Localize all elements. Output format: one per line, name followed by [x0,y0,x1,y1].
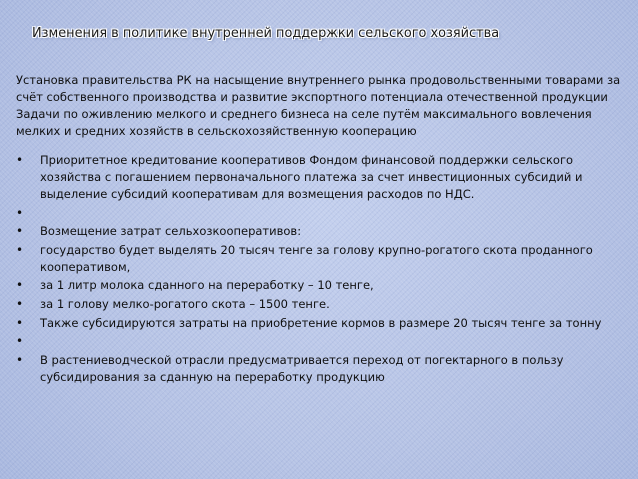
bullet-icon: • [16,153,24,167]
bullet-icon: • [16,315,24,330]
bullet-icon: • [16,242,24,257]
bullet-text: В растениеводческой отрасли предусматривается переход от погектарного в пользу субсидирования за сданную на переработку продукцию [40,352,564,384]
bullet-item-small-livestock-subsidy [16,296,624,313]
bullet-icon: • [16,224,24,239]
bullet-icon: • [16,296,24,311]
bullet-icon: • [16,205,24,220]
bullet-text: Также субсидируются затраты на приобретение кормов в размере 20 тысяч тенге за тонну [40,315,602,330]
bullet-icon: • [16,334,24,349]
bullet-icon: • [16,278,24,293]
slide-body [16,72,624,387]
bullet-item-cost-reimbursement [16,223,624,240]
bullet-item-empty [16,205,624,222]
bullet-item-cooperative-lending [16,152,624,203]
bullet-icon: • [16,352,24,367]
bullet-item-milk-subsidy [16,277,624,294]
bullet-text: за 1 литр молока сданного на переработку – 10 тенге, [40,278,374,293]
intro-paragraph-1: Установка правительства РК на насыщение внутреннего рынка продовольственными товарами за счёт собственного производства и развитие экспортного потенциала отечественной продукции [16,73,621,104]
bullet-item-empty [16,333,624,350]
bullet-list [16,152,624,386]
intro-paragraph-2: Задачи по оживлению мелкого и среднего бизнеса на селе путём максимального вовлечения мелких и средних хозяйств в сельскохозяйственную кооперацию [16,107,592,138]
bullet-text: за 1 голову мелко-рогатого скота – 1500 тенге. [40,296,330,311]
slide-title: Изменения в политике внутренней поддержки сельского хозяйства [32,26,500,41]
bullet-text: Приоритетное кредитование кооперативов Фондом финансовой поддержки сельского хозяйства с погашением первоначального платежа за счет инвестиционных субсидий и выделение субсидий кооперативам для возмещения расходов по НДС. [40,153,583,201]
bullet-text: Возмещение затрат сельхозкооперативов: [40,224,302,239]
bullet-item-cattle-subsidy [16,242,624,276]
bullet-item-feed-subsidy [16,315,624,332]
bullet-text: государство будет выделять 20 тысяч тенге за голову крупно-рогатого скота проданного кооперативом, [40,242,593,274]
bullet-item-crop-subsidy [16,352,624,386]
